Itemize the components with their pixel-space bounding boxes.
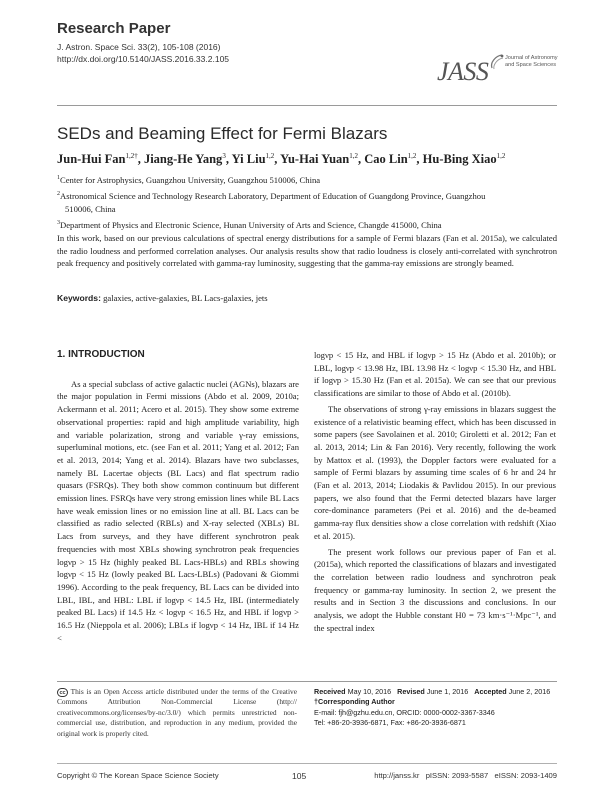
body-paragraph: The observations of strong γ-ray emissions in blazars suggest the existence of a relativistic beaming effect, which has been discussed in some papers (see Savolainen et al. 2010; Giroletti et al. 2012; Fan et al. 2013, 2014; Lin & Fan 2016). Very recently, following the work by Mattox et al. (1993), the Doppler factors were evaluated for a sample of Fermi blazars by assuming time scales of 6 hr and 24 hr (Fan et al. 2013, 2014; Liodakis & Pavlidou 2015). In our previous papers, we also found that the Fermi detected blazars have larger core-dominance parameters (Pei et al. 2016) and the de-beamed gamma-ray flux densities show a close correlation with redshift (Xiao et al. 2015). (314, 403, 556, 541)
journal-citation: J. Astron. Space Sci. 33(2), 105-108 (2016) (57, 42, 221, 52)
doi-link[interactable]: http://dx.doi.org/10.5140/JASS.2016.33.2.105 (57, 54, 230, 64)
abstract: In this work, based on our previous calculations of spectral energy distributions for a sample of Fermi blazars (Fan et al. 2015a), we calculated the radio loudness and performed correlation analyses. Our analysis results show that radio loudness is closely anti-correlated with synchrotron peak frequency and positively correlated with gamma-ray luminosity, suggesting that the gamma-ray emissions are strongly beamed. (57, 233, 557, 268)
paper-title: SEDs and Beaming Effect for Fermi Blazars (57, 124, 388, 143)
article-type-label: Research Paper (57, 20, 171, 37)
body-column-right (314, 349, 556, 637)
logo-subtitle: Journal of Astronomy and Space Sciences (505, 55, 558, 68)
author-name: Yi Liu (231, 152, 266, 167)
dates-line: Received May 10, 2016 Revised June 1, 2016 Accepted June 2, 2016 (314, 687, 551, 696)
author-name: Cao Lin (364, 152, 408, 167)
affiliation: $^2$Astronomical Science and Technology Research Laboratory, Department of Education of Guangdong Province, Guangzhou 510006, China (57, 191, 486, 214)
body-paragraph: logνp < 15 Hz, and HBL if logνp > 15 Hz (Abdo et al. 2010b); or LBL, logνp < 13.98 Hz, IBL 13.98 Hz < logνp < 15.30 Hz, and HBL if logνp > 15.30 Hz (Fan et al. 2015a). We can see that our previous classifications are similar to those of Abdo et al. (2010b). (314, 350, 556, 399)
affiliation-list (57, 172, 557, 234)
author-name: Jun-Hui Fan (57, 152, 126, 167)
logo-text: JASS (437, 57, 489, 86)
body-paragraph: The present work follows our previous paper of Fan et al. (2015a), which reported the classifications of blazars and investigated the correlation between radio loudness and synchrotron peak frequency or gamma-ray luminosity. In section 2, we present the results and in Section 3 the discussions and conclusions. In our analysis, we adopt the Hubble constant H0 = 73 km·s⁻¹·Mpc⁻¹, and the spectral index (314, 546, 556, 633)
section-heading: 1. INTRODUCTION (57, 349, 145, 360)
license-text: This is an Open Access article distributed under the terms of the Creative Commons Attribution Non-Commercial License (http:// creativecommons.org/licenses/by-nc/3.0/) which permits unrestricted non-commercial use, distribution, and reproduction in any medium, provided the original work is properly cited. (57, 687, 297, 738)
article-dates (314, 687, 557, 729)
author-name: Yu-Hai Yuan (280, 152, 350, 167)
copyright-notice: Copyright © The Korean Space Science Society (57, 771, 219, 780)
cc-icon: cc (57, 688, 68, 697)
keywords-text: galaxies, active-galaxies, BL Lacs-galaxies, jets (100, 293, 268, 303)
license-notice (57, 687, 297, 739)
issn-info: http://janss.kr pISSN: 2093-5587 eISSN: 2093-1409 (374, 771, 557, 780)
body-paragraph: As a special subclass of active galactic nuclei (AGNs), blazars are the major population in Fermi missions (Abdo et al. 2009, 2010a; Ackermann et al. 2011; Acero et al. 2015). They show some extreme observational properties: rapid and high amplitude variability, high and variable polarization, strong and variable γ-ray emissions, superluminal motions, etc. (see Fan et al. 2011; Yang et al. 2012; Fan et al. 2013, 2014; Yang et al. 2014). Blazars have two subclasses, namely BL Lacertae objects (BL Lacs) and flat spectrum radio quasars (FSRQs). They both show common continuum but different emission lines. FSRQs have very strong emission lines while BL Lacs have weak emission lines or no emission line at all. BL Lacs can be classified as radio selected (RBLs) and X-ray selected (XBLs) BL Lacs from surveys, and they have different synchrotron peak frequencies with most XBLs showing synchrotron peak frequencies logνp > 15 Hz (highly peaked BL Lacs-HBLs) and RBLs showing logνp < 15 Hz (lowly peaked BL Lacs-LBLs) (Padovani & Giommi 1996). According to the peak frequency, BL Lacs can be divided into LBL, IBL, and HBL: LBL if logνp < 14.5 Hz, IBL (intermediately peaked BL Lacs) if 14.5 Hz < logνp < 16.5 Hz, and HBL if logνp > 16.5 Hz (Nieppola et al. 2006); LBLs if logνp < 14 Hz, IBL if 14 Hz < (57, 378, 299, 643)
affiliation: $^3$Department of Physics and Electronic Science, Hunan University of Arts and Science, Changde 415000, China (57, 220, 442, 231)
swirl-icon (489, 53, 505, 71)
page-footer-divider (57, 763, 557, 764)
page-number: 105 (292, 771, 307, 781)
corresponding-author-label: †Corresponding Author (314, 697, 395, 707)
author-list: Jun-Hui Fan$^{1,2\dagger}$, Jiang-He Yang$^3$, Yi Liu$^{1,2}$, Yu-Hai Yuan$^{1,2}$, Cao Lin$^{1,2}$, Hu-Bing Xiao$^{1,2}$ (57, 152, 506, 167)
footer-divider (57, 681, 557, 682)
author-name: Jiang-He Yang (143, 152, 223, 167)
journal-logo (437, 51, 557, 95)
keywords-label: Keywords: (57, 293, 101, 303)
author-email: E-mail: fjh@gzhu.edu.cn, ORCID: 0000-0002-3367-3346 (314, 707, 495, 717)
header-divider (57, 105, 557, 106)
author-name: Hu-Bing Xiao (422, 152, 497, 167)
keywords (57, 293, 557, 303)
author-phone: Tel: +86-20-3936-6871, Fax: +86-20-3936-6871 (314, 718, 466, 728)
affiliation: $^1$Center for Astrophysics, Guangzhou University, Guangzhou 510006, China (57, 174, 321, 185)
body-column-left (57, 349, 299, 647)
